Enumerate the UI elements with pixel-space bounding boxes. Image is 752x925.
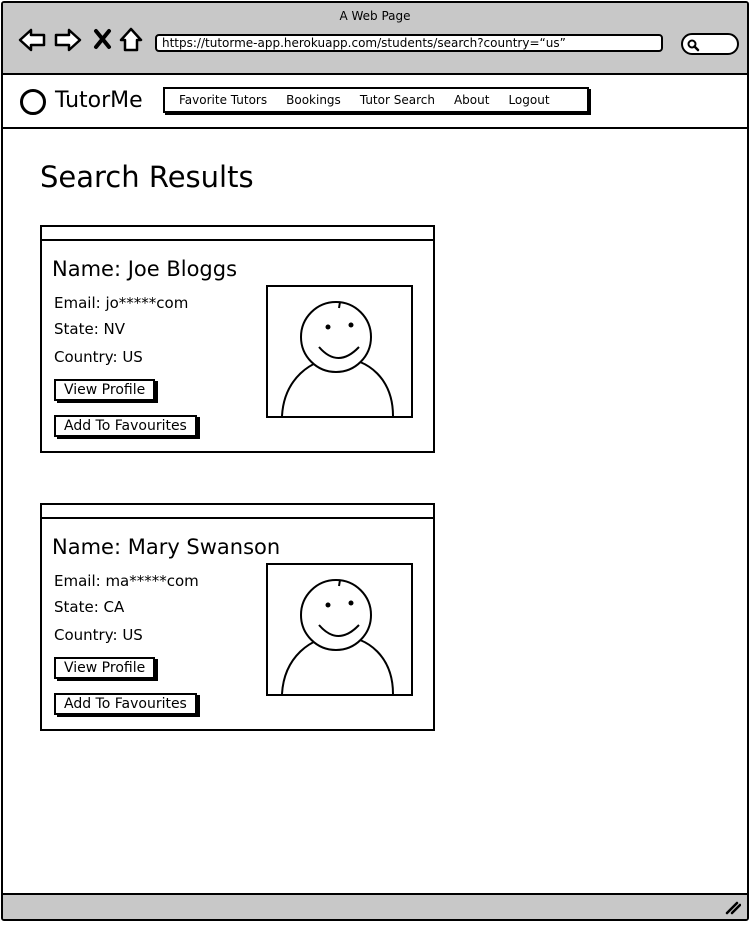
tutor-name: Name: Joe Bloggs bbox=[52, 257, 238, 281]
tutor-country: Country: US bbox=[54, 348, 143, 366]
tutor-email: Email: ma*****com bbox=[54, 572, 199, 590]
page-title: Search Results bbox=[40, 160, 254, 194]
logo-ring-icon bbox=[20, 89, 46, 115]
nav-menu bbox=[163, 87, 589, 113]
nav-item-about[interactable]: About bbox=[453, 93, 490, 107]
tutor-state: State: NV bbox=[54, 320, 126, 338]
result-card bbox=[40, 503, 435, 731]
app-header bbox=[3, 75, 747, 129]
status-bar bbox=[3, 893, 747, 919]
add-to-favourites-button[interactable]: Add To Favourites bbox=[54, 415, 197, 437]
view-profile-button[interactable]: View Profile bbox=[54, 379, 155, 401]
nav-item-bookings[interactable]: Bookings bbox=[286, 93, 341, 107]
card-title-bar bbox=[42, 227, 433, 241]
tutor-email: Email: jo*****com bbox=[54, 294, 189, 312]
tutor-name: Name: Mary Swanson bbox=[52, 535, 281, 559]
address-bar[interactable]: https://tutorme-app.herokuapp.com/students/search?country=“us” bbox=[155, 34, 663, 52]
window-title: A Web Page bbox=[339, 9, 411, 23]
add-to-favourites-button[interactable]: Add To Favourites bbox=[54, 693, 197, 715]
home-icon[interactable] bbox=[117, 25, 147, 55]
view-profile-button[interactable]: View Profile bbox=[54, 657, 155, 679]
result-card bbox=[40, 225, 435, 453]
browser-window bbox=[1, 1, 749, 921]
search-icon bbox=[686, 38, 700, 52]
resize-grip-icon[interactable] bbox=[725, 901, 741, 915]
card-title-bar bbox=[42, 505, 433, 519]
browser-search-field[interactable] bbox=[681, 33, 739, 55]
browser-chrome bbox=[3, 3, 747, 75]
nav-item-favorite-tutors[interactable]: Favorite Tutors bbox=[179, 93, 268, 107]
brand-name[interactable]: TutorMe bbox=[55, 88, 143, 113]
nav-item-tutor-search[interactable]: Tutor Search bbox=[359, 93, 435, 107]
avatar-placeholder-icon bbox=[266, 563, 413, 696]
forward-arrow-icon[interactable] bbox=[53, 25, 83, 55]
tutor-country: Country: US bbox=[54, 626, 143, 644]
nav-item-logout[interactable]: Logout bbox=[508, 93, 550, 107]
back-arrow-icon[interactable] bbox=[17, 25, 47, 55]
tutor-state: State: CA bbox=[54, 598, 125, 616]
avatar-placeholder-icon bbox=[266, 285, 413, 418]
